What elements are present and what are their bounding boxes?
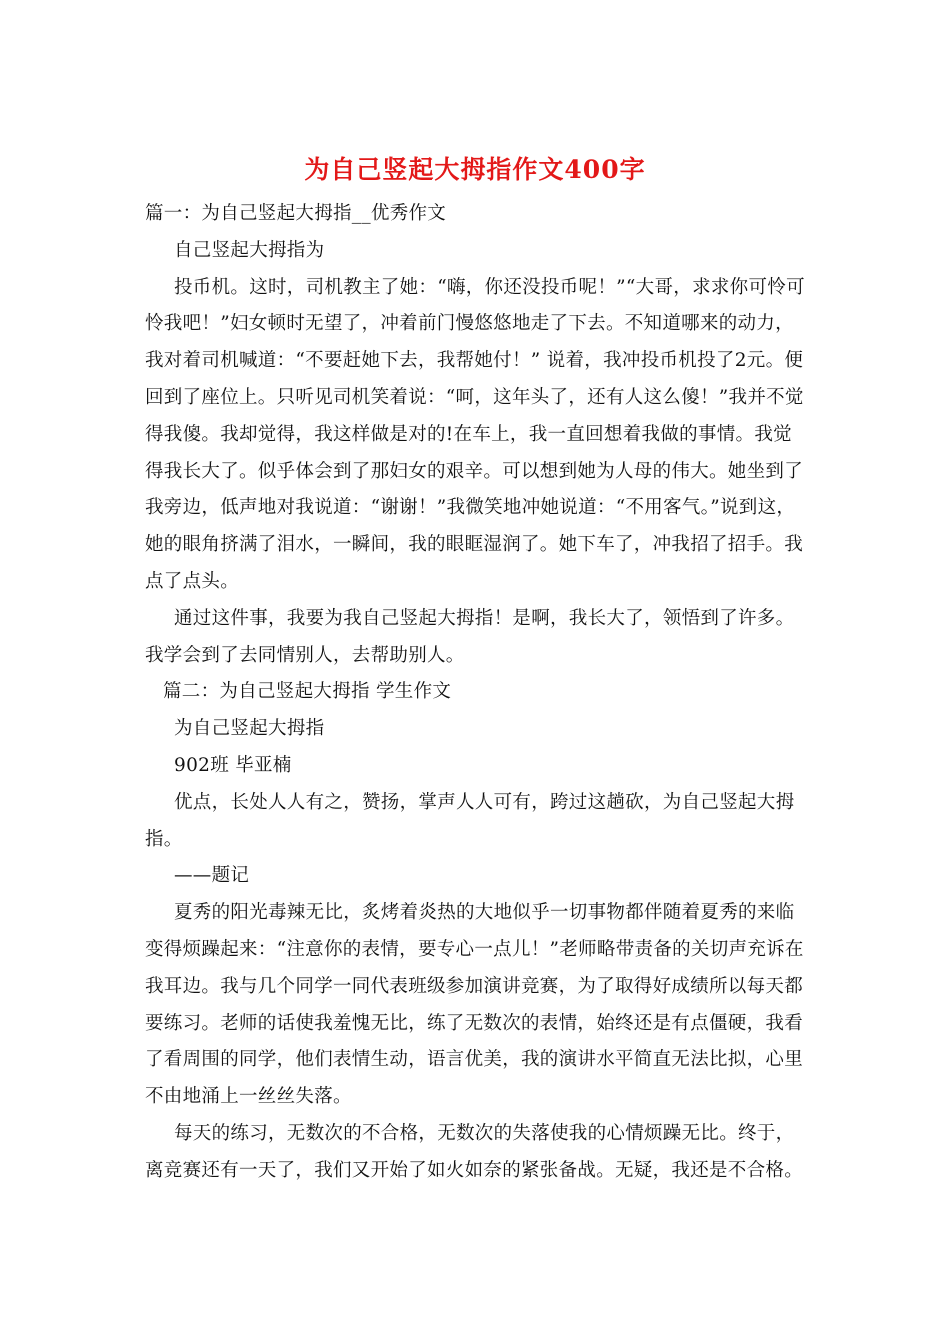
document-title: 为自己竖起大拇指作文400字 [304,155,646,184]
paragraph: 为自己竖起大拇指 [174,718,325,740]
paragraph: ——题记 [174,865,250,887]
document-body [145,196,810,1190]
paragraph: 篇一：为自己竖起大拇指__优秀作文 [145,203,447,224]
paragraph: 自己竖起大拇指为 [174,239,325,261]
paragraph: 优点，长处人人有之，赞扬，掌声人人可有，跨过这趟砍，为自己竖起大拇指。 [145,791,795,850]
paragraph: 投币机。这时，司机教主了她：“嗨，你还没投币呢！”“大哥，求求你可怜可怜我吧！”妇女顿时无望了，冲着前门慢悠悠地走了下去。不知道哪来的动力，我对着司机喊道：“不要赶她下去，我帮她付！” 说着，我冲投币机投了2元。便回到了座位上。只听见司机笑着说：“呵，这年头了，还有人这么傻！”我并不觉得我傻。我却觉得，我这样做是对的!在车上，我一直回想着我做的事情。我觉得我长大了。似乎体会到了那妇女的艰辛。可以想到她为人母的伟大。她坐到了我旁边，低声地对我说道：“谢谢！”我微笑地冲她说道：“不用客气。”说到这，她的眼角挤满了泪水，一瞬间，我的眼眶湿润了。她下车了，冲我招了招手。我点了点头。 [145,276,805,592]
paragraph: 902班 毕亚楠 [174,754,292,776]
paragraph: 每天的练习，无数次的不合格，无数次的失落使我的心情烦躁无比。终于，离竞赛还有一天了，我们又开始了如火如奈的紧张备战。无疑，我还是不合格。 [145,1122,804,1181]
paragraph: 夏秀的阳光毒辣无比，炙烤着炎热的大地似乎一切事物都伴随着夏秀的来临变得烦躁起来：“注意你的表情，要专心一点儿！”老师略带责备的关切声充诉在我耳边。我与几个同学一同代表班级参加演讲竞赛，为了取得好成绩所以每天都要练习。老师的话使我羞愧无比，练了无数次的表情，始终还是有点僵硬，我看了看周围的同学，他们表情生动，语言优美，我的演讲水平简直无法比拟，心里不由地涌上一丝丝失落。 [145,902,804,1108]
paragraph: 通过这件事，我要为我自己竖起大拇指！是啊，我长大了，领悟到了许多。我学会到了去同情别人，去帮助别人。 [145,607,795,666]
paragraph: 篇二：为自己竖起大拇指 学生作文 [163,681,452,703]
